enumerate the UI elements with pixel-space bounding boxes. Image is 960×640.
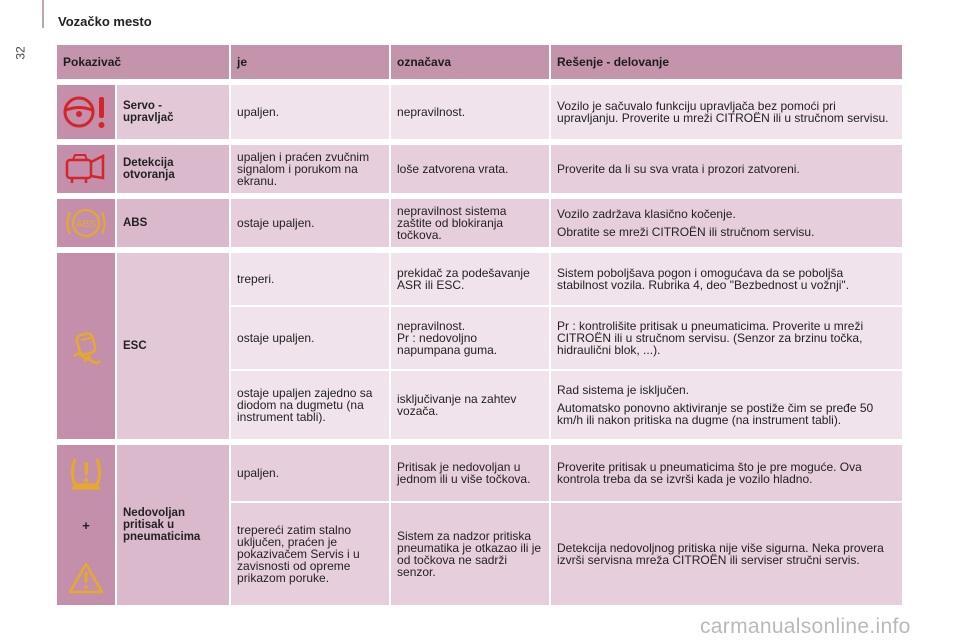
icon-cell	[57, 85, 117, 141]
means-cell: nepravilnost.	[391, 85, 551, 141]
tyre-pressure-icon	[66, 455, 106, 491]
solution-cell: Sistem poboljšava pogon i omogućava da se poboljša stabilnost vozila. Rubrika 4, deo "Bezbednost u vožnji".	[551, 253, 902, 307]
page-number: 32	[13, 46, 28, 60]
indicator-name: ESC	[117, 253, 231, 441]
solution-cell: Vozilo je sačuvalo funkciju upravljača bez pomoći pri upravljanju. Proverite u mreži CITROËN ili u stručnom servisu.	[551, 85, 902, 141]
table-header-row	[57, 45, 902, 81]
means-cell: prekidač za podešavanje ASR ili ESC.	[391, 253, 551, 307]
indicator-name: ABS	[117, 199, 231, 249]
indicator-table	[57, 45, 902, 607]
state-cell: trepereći zatim stalno uključen, praćen je pokazivačem Servis i u zavisnosti od opreme prikazom poruke.	[231, 503, 391, 607]
icon-cell	[57, 445, 117, 607]
icon-cell	[57, 199, 117, 249]
state-cell: ostaje upaljen zajedno sa diodom na dugmetu (na instrument tabli).	[231, 371, 391, 441]
indicator-name: Nedovoljan pritisak u pneumaticima	[117, 445, 231, 607]
icon-stack	[59, 455, 113, 595]
indicator-name: Detekcija otvoranja	[117, 145, 231, 195]
table-row	[57, 145, 902, 195]
esc-icon	[66, 326, 106, 366]
state-cell: upaljen i praćen zvučnim signalom i porukom na ekranu.	[231, 145, 391, 195]
plus-sign: +	[82, 518, 90, 533]
means-cell: loše zatvorena vrata.	[391, 145, 551, 195]
state-cell: upaljen.	[231, 85, 391, 141]
header-state: je	[231, 45, 391, 81]
icon-cell	[57, 145, 117, 195]
solution-cell: Proverite da li su sva vrata i prozori zatvoreni.	[551, 145, 902, 195]
means-cell: Sistem za nadzor pritiska pneumatika je otkazao ili je od točkova ne sadrži senzor.	[391, 503, 551, 607]
means-cell: nepravilnost. Pr : nedovoljno napumpana guma.	[391, 307, 551, 371]
solution-cell: Rad sistema je isključen. Automatsko ponovno aktiviranje se postiže čim se pređe 50 km/h ili nakon pritiska na dugme (na instrument tabli).	[551, 371, 902, 441]
side-rule	[42, 0, 44, 28]
state-cell: treperi.	[231, 253, 391, 307]
header-means: označava	[391, 45, 551, 81]
abs-icon-text: ABS	[75, 219, 97, 230]
solution-cell: Pr : kontrolišite pritisak u pneumaticima. Proverite u mreži CITROËN ili u stručnom servisu. (Senzor za brzinu točka, hidraulični blok, ...).	[551, 307, 902, 371]
state-cell: upaljen.	[231, 445, 391, 503]
table-row	[57, 85, 902, 141]
means-cell: Pritisak je nedovoljan u jednom ili u više točkova.	[391, 445, 551, 503]
solution-cell: Proverite pritisak u pneumaticima što je pre moguće. Ova kontrola treba da se izvrši kada je vozilo hladno.	[551, 445, 902, 503]
page-title: Vozačko mesto	[58, 14, 152, 29]
watermark: carmanualsonline.info	[700, 615, 911, 638]
state-cell: ostaje upaljen.	[231, 199, 391, 249]
header-solution: Rešenje - delovanje	[551, 45, 902, 81]
table-row	[57, 253, 902, 307]
solution-cell: Detekcija nedovoljnog pritiska nije više sigurna. Neka provera izvrši servisna mreža CITROËN ili serviser stručni servis.	[551, 503, 902, 607]
means-cell: nepravilnost sistema zaštite od blokiranja točkova.	[391, 199, 551, 249]
table-row	[57, 199, 902, 249]
indicator-name: Servo - upravljač	[117, 85, 231, 141]
table-row	[57, 445, 902, 503]
door-open-icon	[63, 152, 109, 186]
warning-triangle-icon	[67, 561, 105, 595]
header-indicator: Pokazivač	[57, 45, 231, 81]
state-cell: ostaje upaljen.	[231, 307, 391, 371]
icon-cell	[57, 253, 117, 441]
steering-warning-icon	[61, 92, 111, 132]
abs-icon	[63, 205, 109, 241]
means-cell: isključivanje na zahtev vozača.	[391, 371, 551, 441]
solution-cell: Vozilo zadržava klasično kočenje. Obratite se mreži CITROËN ili stručnom servisu.	[551, 199, 902, 249]
